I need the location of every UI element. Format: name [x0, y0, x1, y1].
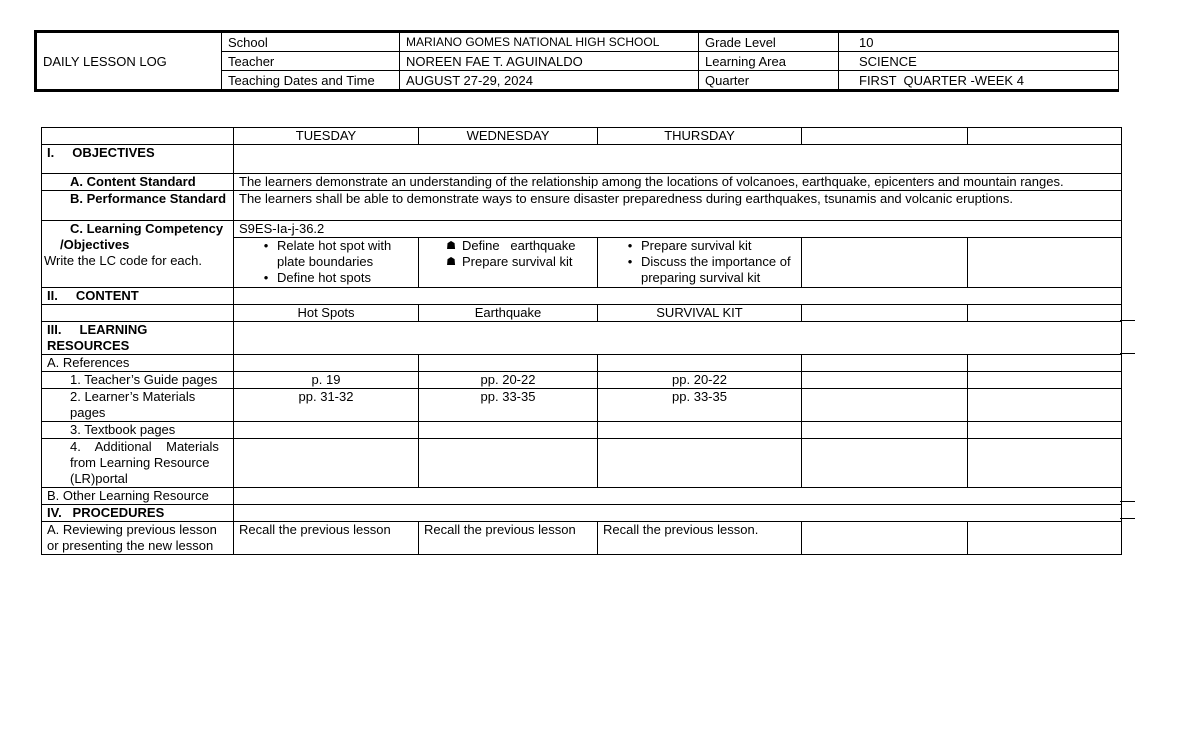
additional-cell — [802, 439, 968, 488]
topic-wednesday: Earthquake — [419, 305, 598, 322]
blank-objectives-2 — [968, 238, 1122, 288]
objective-text: Define hot spots — [277, 270, 371, 285]
objective-text: Relate hot spot with plate boundaries — [277, 238, 392, 269]
review-label-cell — [42, 522, 234, 555]
wednesday-objective-1 — [424, 238, 592, 254]
review-wednesday: Recall the previous lesson — [419, 522, 598, 555]
competency-label-cell — [42, 221, 234, 288]
teachers-guide-label: 1. Teacher’s Guide pages — [42, 372, 234, 389]
tg-blank — [802, 372, 968, 389]
performance-standard-row — [42, 191, 1122, 221]
border-extension — [1120, 518, 1135, 519]
bullet-icon: • — [627, 254, 633, 269]
document-title: DAILY LESSON LOG — [36, 32, 222, 91]
flag-bullet-icon: ☗ — [446, 240, 456, 252]
objectives-row — [42, 145, 1122, 174]
lm-tuesday: pp. 31-32 — [234, 389, 419, 422]
resources-heading-2: RESOURCES — [47, 338, 130, 353]
textbook-cell — [598, 422, 802, 439]
references-cell — [802, 355, 968, 372]
references-row — [42, 355, 1122, 372]
competency-label-1: C. Learning Competency — [70, 221, 224, 236]
learners-materials-row — [42, 389, 1122, 422]
lesson-table — [41, 127, 1122, 555]
resources-heading-1: III. LEARNING — [47, 322, 148, 337]
resources-heading-cell — [42, 322, 234, 355]
day-tuesday: TUESDAY — [234, 128, 419, 145]
procedures-blank — [234, 505, 1122, 522]
lm-thursday: pp. 33-35 — [598, 389, 802, 422]
tuesday-objectives — [234, 238, 419, 288]
textbook-cell — [802, 422, 968, 439]
tuesday-objective-2 — [239, 270, 413, 286]
quarter-value: FIRST QUARTER -WEEK 4 — [839, 71, 1119, 91]
objective-text: Define earthquake — [462, 238, 576, 253]
topic-thursday: SURVIVAL KIT — [598, 305, 802, 322]
objective-text: Discuss the importance of preparing survival kit — [641, 254, 791, 285]
teacher-label: Teacher — [222, 52, 400, 71]
textbook-row — [42, 422, 1122, 439]
resources-blank — [234, 322, 1122, 355]
review-tuesday: Recall the previous lesson — [234, 522, 419, 555]
review-blank — [968, 522, 1122, 555]
border-extension — [1120, 501, 1135, 502]
wednesday-objectives — [419, 238, 598, 288]
corner-cell — [42, 128, 234, 145]
references-cell — [419, 355, 598, 372]
day-thursday: THURSDAY — [598, 128, 802, 145]
tuesday-objective-1 — [239, 238, 413, 270]
textbook-cell — [968, 422, 1122, 439]
additional-label-1: 4. Additional Materials — [70, 439, 219, 454]
objectives-heading: I. OBJECTIVES — [42, 145, 234, 174]
objectives-blank — [234, 145, 1122, 174]
performance-standard-text: The learners shall be able to demonstrate ways to ensure disaster preparedness during earthquakes, tsunamis and volcanic eruptions. — [234, 191, 1122, 221]
lm-blank — [802, 389, 968, 422]
teaching-dates-value: AUGUST 27-29, 2024 — [400, 71, 699, 91]
teaching-dates-label: Teaching Dates and Time — [222, 71, 400, 91]
references-cell — [598, 355, 802, 372]
procedures-heading: IV. PROCEDURES — [42, 505, 234, 522]
content-blank — [234, 288, 1122, 305]
grade-level-value: 10 — [839, 32, 1119, 52]
competency-note: Write the LC code for each. — [44, 253, 203, 268]
additional-label-3: (LR)portal — [70, 471, 128, 486]
thursday-objective-1 — [603, 238, 796, 254]
topic-blank-1 — [802, 305, 968, 322]
procedures-heading-row — [42, 505, 1122, 522]
flag-bullet-icon: ☗ — [446, 256, 456, 268]
lc-code: S9ES-Ia-j-36.2 — [234, 221, 1122, 238]
learners-materials-label-cell — [42, 389, 234, 422]
day-header-row — [42, 128, 1122, 145]
border-extension — [1120, 320, 1135, 321]
teachers-guide-row — [42, 372, 1122, 389]
other-resource-row — [42, 488, 1122, 505]
school-label: School — [222, 32, 400, 52]
review-thursday: Recall the previous lesson. — [598, 522, 802, 555]
additional-cell — [598, 439, 802, 488]
learners-materials-label-1: 2. Learner’s Materials — [70, 389, 196, 404]
learning-area-label: Learning Area — [699, 52, 839, 71]
thursday-objectives — [598, 238, 802, 288]
topic-tuesday: Hot Spots — [234, 305, 419, 322]
border-extension — [1120, 353, 1135, 354]
objective-text: Prepare survival kit — [462, 254, 573, 269]
textbook-label: 3. Textbook pages — [42, 422, 234, 439]
review-label-2: or presenting the new lesson — [47, 538, 214, 553]
day-wednesday: WEDNESDAY — [419, 128, 598, 145]
day-blank-1 — [802, 128, 968, 145]
wednesday-objective-2 — [424, 254, 592, 270]
additional-cell — [968, 439, 1122, 488]
content-heading-row — [42, 288, 1122, 305]
content-standard-text: The learners demonstrate an understanding of the relationship among the locations of volcanoes, earthquake, epicenters and mountain ranges. — [234, 174, 1122, 191]
learners-materials-label-2: pages — [70, 405, 106, 420]
content-topics-row — [42, 305, 1122, 322]
additional-materials-label-cell — [42, 439, 234, 488]
lc-code-row — [42, 221, 1122, 238]
additional-cell — [419, 439, 598, 488]
other-resource-blank — [234, 488, 1122, 505]
content-heading: II. CONTENT — [42, 288, 234, 305]
topic-blank-2 — [968, 305, 1122, 322]
performance-standard-label: B. Performance Standard — [42, 191, 234, 221]
references-cell — [234, 355, 419, 372]
textbook-cell — [234, 422, 419, 439]
content-topics-label — [42, 305, 234, 322]
thursday-objective-2 — [603, 254, 796, 286]
day-blank-2 — [968, 128, 1122, 145]
content-standard-row — [42, 174, 1122, 191]
objective-text: Prepare survival kit — [641, 238, 752, 253]
tg-thursday: pp. 20-22 — [598, 372, 802, 389]
review-label-1: A. Reviewing previous lesson — [47, 522, 217, 537]
tg-tuesday: p. 19 — [234, 372, 419, 389]
quarter-label: Quarter — [699, 71, 839, 91]
bullet-icon: • — [263, 270, 269, 285]
lm-wednesday: pp. 33-35 — [419, 389, 598, 422]
content-standard-label: A. Content Standard — [42, 174, 234, 191]
bullet-icon: • — [263, 238, 269, 253]
teacher-value: NOREEN FAE T. AGUINALDO — [400, 52, 699, 71]
references-cell — [968, 355, 1122, 372]
review-lesson-row — [42, 522, 1122, 555]
learning-area-value: SCIENCE — [839, 52, 1119, 71]
lm-blank — [968, 389, 1122, 422]
tg-wednesday: pp. 20-22 — [419, 372, 598, 389]
grade-level-label: Grade Level — [699, 32, 839, 52]
review-blank — [802, 522, 968, 555]
additional-materials-row — [42, 439, 1122, 488]
additional-cell — [234, 439, 419, 488]
additional-label-2: from Learning Resource — [70, 455, 210, 470]
school-value: MARIANO GOMES NATIONAL HIGH SCHOOL — [400, 32, 699, 52]
textbook-cell — [419, 422, 598, 439]
references-label: A. References — [42, 355, 234, 372]
resources-heading-row — [42, 322, 1122, 355]
header-table — [34, 30, 1119, 92]
competency-label-2: /Objectives — [60, 237, 130, 252]
other-resource-label: B. Other Learning Resource — [42, 488, 234, 505]
blank-objectives-1 — [802, 238, 968, 288]
tg-blank — [968, 372, 1122, 389]
bullet-icon: • — [627, 238, 633, 253]
